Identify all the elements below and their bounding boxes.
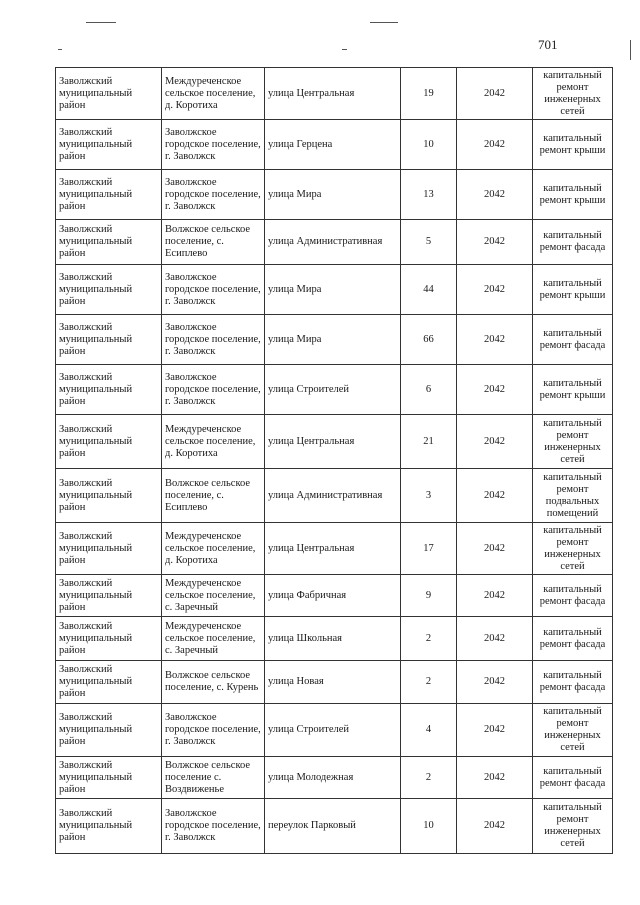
house-number-cell: 66 bbox=[401, 315, 457, 365]
table-row bbox=[56, 799, 613, 854]
settlement-cell: Заволжское городское поселение, г. Заволжск bbox=[162, 799, 265, 854]
settlement-cell: Заволжское городское поселение, г. Заволжск bbox=[162, 365, 265, 415]
year-cell: 2042 bbox=[457, 757, 533, 799]
work-type-cell: капитальный ремонт фасада bbox=[533, 617, 613, 661]
table-row bbox=[56, 469, 613, 523]
work-type-cell: капитальный ремонт инженерных сетей bbox=[533, 704, 613, 757]
house-number-cell: 17 bbox=[401, 523, 457, 575]
table-row bbox=[56, 617, 613, 661]
district-cell: Заволжский муниципальный район bbox=[56, 220, 162, 265]
district-cell: Заволжский муниципальный район bbox=[56, 617, 162, 661]
district-cell: Заволжский муниципальный район bbox=[56, 315, 162, 365]
district-cell: Заволжский муниципальный район bbox=[56, 415, 162, 469]
street-cell: улица Фабричная bbox=[265, 575, 401, 617]
street-cell: улица Новая bbox=[265, 661, 401, 704]
year-cell: 2042 bbox=[457, 575, 533, 617]
table-row bbox=[56, 315, 613, 365]
work-type-cell: капитальный ремонт подвальных помещений bbox=[533, 469, 613, 523]
year-cell: 2042 bbox=[457, 120, 533, 170]
year-cell: 2042 bbox=[457, 315, 533, 365]
settlement-cell: Волжское сельское поселение, с. Есиплево bbox=[162, 220, 265, 265]
district-cell: Заволжский муниципальный район bbox=[56, 704, 162, 757]
year-cell: 2042 bbox=[457, 170, 533, 220]
year-cell: 2042 bbox=[457, 265, 533, 315]
work-type-cell: капитальный ремонт фасада bbox=[533, 315, 613, 365]
repair-schedule-table bbox=[55, 67, 613, 854]
settlement-cell: Междуреченское сельское поселение, д. Коротиха bbox=[162, 415, 265, 469]
settlement-cell: Заволжское городское поселение, г. Заволжск bbox=[162, 315, 265, 365]
table-row bbox=[56, 68, 613, 120]
district-cell: Заволжский муниципальный район bbox=[56, 265, 162, 315]
house-number-cell: 6 bbox=[401, 365, 457, 415]
scan-mark bbox=[86, 22, 116, 23]
settlement-cell: Волжское сельское поселение, с. Курень bbox=[162, 661, 265, 704]
district-cell: Заволжский муниципальный район bbox=[56, 523, 162, 575]
table-row bbox=[56, 704, 613, 757]
house-number-cell: 4 bbox=[401, 704, 457, 757]
street-cell: улица Мира bbox=[265, 265, 401, 315]
street-cell: улица Мира bbox=[265, 315, 401, 365]
work-type-cell: капитальный ремонт фасада bbox=[533, 220, 613, 265]
district-cell: Заволжский муниципальный район bbox=[56, 365, 162, 415]
year-cell: 2042 bbox=[457, 661, 533, 704]
settlement-cell: Заволжское городское поселение, г. Заволжск bbox=[162, 170, 265, 220]
street-cell: улица Административная bbox=[265, 469, 401, 523]
house-number-cell: 21 bbox=[401, 415, 457, 469]
work-type-cell: капитальный ремонт инженерных сетей bbox=[533, 68, 613, 120]
settlement-cell: Волжское сельское поселение с. Воздвиженье bbox=[162, 757, 265, 799]
settlement-cell: Заволжское городское поселение, г. Заволжск bbox=[162, 265, 265, 315]
district-cell: Заволжский муниципальный район bbox=[56, 799, 162, 854]
street-cell: улица Строителей bbox=[265, 704, 401, 757]
district-cell: Заволжский муниципальный район bbox=[56, 469, 162, 523]
street-cell: улица Молодежная bbox=[265, 757, 401, 799]
table-row bbox=[56, 120, 613, 170]
house-number-cell: 19 bbox=[401, 68, 457, 120]
house-number-cell: 9 bbox=[401, 575, 457, 617]
work-type-cell: капитальный ремонт крыши bbox=[533, 170, 613, 220]
year-cell: 2042 bbox=[457, 704, 533, 757]
year-cell: 2042 bbox=[457, 617, 533, 661]
work-type-cell: капитальный ремонт фасада bbox=[533, 757, 613, 799]
settlement-cell: Заволжское городское поселение, г. Заволжск bbox=[162, 120, 265, 170]
work-type-cell: капитальный ремонт крыши bbox=[533, 265, 613, 315]
work-type-cell: капитальный ремонт инженерных сетей bbox=[533, 799, 613, 854]
house-number-cell: 13 bbox=[401, 170, 457, 220]
work-type-cell: капитальный ремонт инженерных сетей bbox=[533, 523, 613, 575]
page-number: 701 bbox=[538, 37, 558, 52]
year-cell: 2042 bbox=[457, 220, 533, 265]
table-row bbox=[56, 661, 613, 704]
settlement-cell: Волжское сельское поселение, с. Есиплево bbox=[162, 469, 265, 523]
table-row bbox=[56, 757, 613, 799]
table-body bbox=[56, 68, 613, 854]
table-row bbox=[56, 220, 613, 265]
house-number-cell: 10 bbox=[401, 120, 457, 170]
house-number-cell: 2 bbox=[401, 661, 457, 704]
scan-mark bbox=[630, 40, 631, 60]
house-number-cell: 10 bbox=[401, 799, 457, 854]
scan-mark bbox=[58, 49, 62, 50]
year-cell: 2042 bbox=[457, 523, 533, 575]
district-cell: Заволжский муниципальный район bbox=[56, 120, 162, 170]
settlement-cell: Междуреченское сельское поселение, д. Коротиха bbox=[162, 68, 265, 120]
table-row bbox=[56, 265, 613, 315]
district-cell: Заволжский муниципальный район bbox=[56, 170, 162, 220]
street-cell: улица Центральная bbox=[265, 523, 401, 575]
work-type-cell: капитальный ремонт крыши bbox=[533, 365, 613, 415]
table-row bbox=[56, 523, 613, 575]
table-row bbox=[56, 415, 613, 469]
table-row bbox=[56, 575, 613, 617]
house-number-cell: 3 bbox=[401, 469, 457, 523]
settlement-cell: Заволжское городское поселение, г. Заволжск bbox=[162, 704, 265, 757]
settlement-cell: Междуреченское сельское поселение, с. Заречный bbox=[162, 575, 265, 617]
year-cell: 2042 bbox=[457, 469, 533, 523]
settlement-cell: Междуреченское сельское поселение, с. Заречный bbox=[162, 617, 265, 661]
district-cell: Заволжский муниципальный район bbox=[56, 68, 162, 120]
house-number-cell: 5 bbox=[401, 220, 457, 265]
year-cell: 2042 bbox=[457, 68, 533, 120]
house-number-cell: 2 bbox=[401, 617, 457, 661]
street-cell: улица Герцена bbox=[265, 120, 401, 170]
street-cell: улица Мира bbox=[265, 170, 401, 220]
year-cell: 2042 bbox=[457, 415, 533, 469]
street-cell: улица Школьная bbox=[265, 617, 401, 661]
work-type-cell: капитальный ремонт фасада bbox=[533, 661, 613, 704]
district-cell: Заволжский муниципальный район bbox=[56, 661, 162, 704]
street-cell: улица Центральная bbox=[265, 68, 401, 120]
table-row bbox=[56, 365, 613, 415]
street-cell: переулок Парковый bbox=[265, 799, 401, 854]
year-cell: 2042 bbox=[457, 365, 533, 415]
work-type-cell: капитальный ремонт крыши bbox=[533, 120, 613, 170]
table-row bbox=[56, 170, 613, 220]
settlement-cell: Междуреченское сельское поселение, д. Коротиха bbox=[162, 523, 265, 575]
house-number-cell: 2 bbox=[401, 757, 457, 799]
scan-mark bbox=[370, 22, 398, 23]
year-cell: 2042 bbox=[457, 799, 533, 854]
street-cell: улица Центральная bbox=[265, 415, 401, 469]
work-type-cell: капитальный ремонт инженерных сетей bbox=[533, 415, 613, 469]
street-cell: улица Строителей bbox=[265, 365, 401, 415]
district-cell: Заволжский муниципальный район bbox=[56, 757, 162, 799]
house-number-cell: 44 bbox=[401, 265, 457, 315]
work-type-cell: капитальный ремонт фасада bbox=[533, 575, 613, 617]
street-cell: улица Административная bbox=[265, 220, 401, 265]
district-cell: Заволжский муниципальный район bbox=[56, 575, 162, 617]
scan-mark bbox=[342, 49, 347, 50]
